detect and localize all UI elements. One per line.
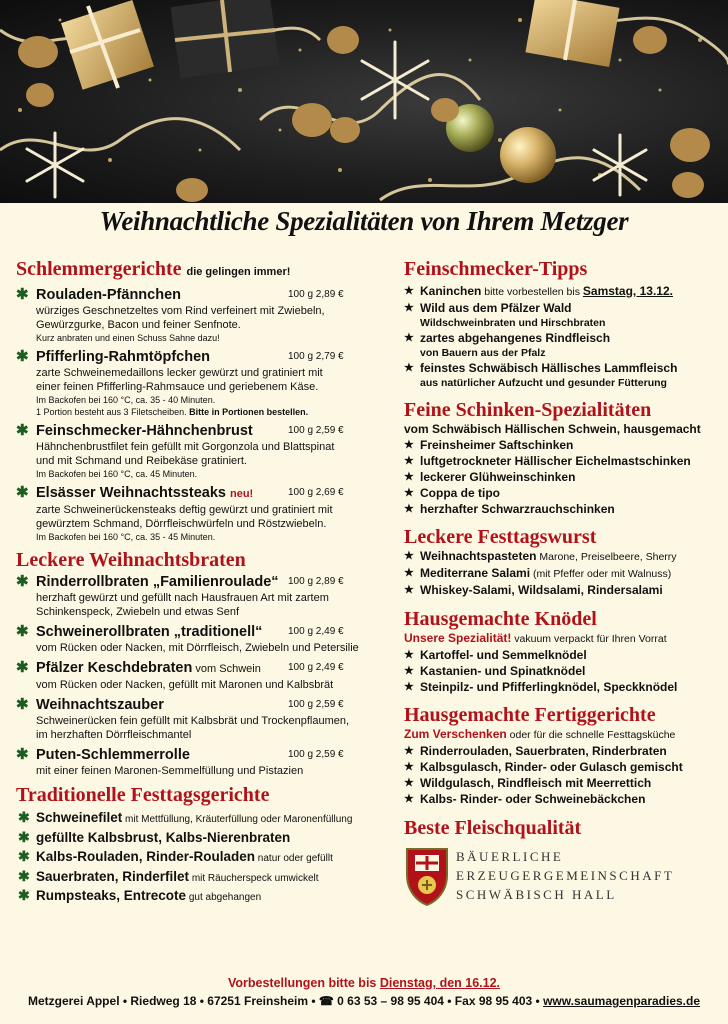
item-price: 100 g 2,59 € <box>288 699 344 710</box>
section-subtitle: die gelingen immer! <box>186 266 291 278</box>
star-icon: ★ <box>404 777 414 789</box>
list-item: ✱ Sauerbraten, Rinderfilet mit Räucherspeck umwickelt <box>18 867 319 884</box>
star-icon: ✱ <box>16 422 29 439</box>
logo-text-line: BÄUERLICHE <box>456 849 564 864</box>
list-item: ★ Coppa de tipo <box>404 486 500 500</box>
star-icon: ★ <box>404 503 414 515</box>
item-price: 100 g 2,59 € <box>288 749 344 760</box>
item-desc: herzhaft gewürzt und gefüllt nach Hausfrauen Art mit zartem <box>36 592 329 604</box>
list-item: ★ leckerer Glühweinschinken <box>404 470 576 484</box>
christmas-decoration-illustration <box>0 0 728 203</box>
list-item: ★ Weihnachtspasteten Marone, Preiselbeere, Sherry <box>404 549 677 563</box>
list-item: ★ Kartoffel- und Semmelknödel <box>404 648 587 662</box>
telephone-icon: ☎ <box>318 994 334 1008</box>
item-note: 1 Portion besteht aus 3 Filetscheiben. Bitte in Portionen bestellen. <box>36 407 309 417</box>
item-price: 100 g 2,49 € <box>288 662 344 673</box>
item-desc: einer feinen Pfifferling-Rahmsauce und geriebenem Käse. <box>36 381 319 393</box>
item-price: 100 g 2,59 € <box>288 425 344 436</box>
star-icon: ★ <box>404 567 414 579</box>
list-item: ✱ Kalbs-Rouladen, Rinder-Rouladen natur oder gefüllt <box>18 848 333 864</box>
header-christmas-photo <box>0 0 728 203</box>
item-desc: vom Rücken oder Nacken, mit Dörrfleisch, Zwiebeln und Petersilie <box>36 642 359 654</box>
list-item: ★ Whiskey-Salami, Wildsalami, Rindersalami <box>404 583 663 597</box>
star-icon: ★ <box>404 649 414 661</box>
star-icon: ★ <box>404 665 414 677</box>
item-name: Elsässer Weihnachtssteaks neu! <box>36 485 254 501</box>
list-item: ★ herzhafter Schwarzrauchschinken <box>404 502 615 516</box>
star-icon: ★ <box>404 455 414 467</box>
star-icon: ✱ <box>18 867 30 884</box>
list-item: ★ Kaninchen bitte vorbestellen bis Samstag, 13.12. <box>404 284 673 298</box>
star-icon: ★ <box>404 584 414 596</box>
star-icon: ✱ <box>16 659 29 676</box>
item-desc: Hähnchenbrustfilet fein gefüllt mit Gorgonzola und Blattspinat <box>36 441 335 453</box>
star-icon: ✱ <box>16 746 29 763</box>
menu-item <box>16 286 394 344</box>
item-note: Im Backofen bei 160 °C, ca. 35 - 45 Minuten. <box>36 532 216 542</box>
section-quality-title: Beste Fleischqualität <box>404 817 582 839</box>
star-icon: ★ <box>404 550 414 562</box>
list-item: ★ Kalbsgulasch, Rinder- oder Gulasch gemischt <box>404 760 683 774</box>
item-desc: würziges Geschnetzeltes vom Rind verfeinert mit Zwiebeln, <box>36 305 325 317</box>
logo-text-line: ERZEUGERGEMEINSCHAFT <box>456 868 675 883</box>
menu-item <box>16 422 394 480</box>
traditionell-list <box>16 809 394 907</box>
star-icon: ✱ <box>18 828 30 845</box>
list-item: ★ Freinsheimer Saftschinken <box>404 438 574 452</box>
section-braten-title: Leckere Weihnachtsbraten <box>16 549 246 571</box>
menu-item <box>16 573 394 619</box>
item-desc: im herzhaften Dörrfleischmantel <box>36 729 192 741</box>
gold-bauble <box>500 127 556 183</box>
crest-icon <box>404 845 450 907</box>
star-icon: ✱ <box>18 848 30 864</box>
item-desc: Schinkenspeck, Zwiebeln und etwas Senf <box>36 606 240 618</box>
menu-item <box>16 348 394 418</box>
menu-item <box>16 746 394 778</box>
section-schlemmer-title: Schlemmergerichte die gelingen immer! <box>16 258 291 280</box>
menu-item <box>16 484 394 543</box>
list-item: ★ Mediterrane Salami (mit Pfeffer oder mit Walnuss) <box>404 566 672 580</box>
item-note: Im Backofen bei 160 °C, ca. 45 Minuten. <box>36 469 198 479</box>
gift-box-dark <box>170 0 279 79</box>
new-badge: neu! <box>229 488 254 500</box>
star-icon: ★ <box>404 793 414 805</box>
item-note: Kurz anbraten und einen Schuss Sahne dazu! <box>36 333 220 343</box>
left-column <box>16 258 394 907</box>
list-item: ★ Wild aus dem Pfälzer Wald Wildschweinbraten und Hirschbraten <box>404 301 606 329</box>
section-intro: Zum Verschenken oder für die schnelle Festtagsküche <box>404 727 676 741</box>
logo-text-line: SCHWÄBISCH HALL <box>456 887 617 902</box>
producer-logo <box>404 845 716 911</box>
item-desc: gewürztem Schmand, Dörrfleischwürfeln und Röstzwiebeln. <box>36 518 327 530</box>
item-desc: zarte Schweinerückensteaks deftig gewürzt und gratiniert mit <box>36 504 333 516</box>
list-item: ★ Kastanien- und Spinatknödel <box>404 664 586 678</box>
menu-item <box>16 696 394 742</box>
section-traditionell-title: Traditionelle Festtagsgerichte <box>16 784 270 806</box>
item-name: Puten-Schlemmerrolle <box>36 747 190 763</box>
item-name: Weihnachtszauber <box>36 697 164 713</box>
star-icon: ✱ <box>18 809 30 825</box>
item-desc: vom Rücken oder Nacken, gefüllt mit Maronen und Kalbsbrät <box>36 679 334 691</box>
star-icon: ✱ <box>16 696 29 713</box>
item-name: Feinschmecker-Hähnchenbrust <box>36 423 253 439</box>
tipps-list <box>404 283 716 390</box>
list-item: ★ Wildgulasch, Rindfleisch mit Meerrettich <box>404 776 652 790</box>
item-name: Pfälzer Keschdebraten vom Schwein <box>36 660 261 676</box>
star-icon: ★ <box>404 439 414 451</box>
list-item: ✱ gefüllte Kalbsbrust, Kalbs-Nierenbraten <box>18 828 291 845</box>
star-icon: ✱ <box>16 286 29 303</box>
star-icon: ★ <box>404 362 414 374</box>
list-item: ★ Rinderrouladen, Sauerbraten, Rinderbraten <box>404 744 667 758</box>
item-price: 100 g 2,79 € <box>288 351 344 362</box>
list-item: ★ luftgetrockneter Hällischer Eichelmastschinken <box>404 454 691 468</box>
section-intro: Unsere Spezialität! vakuum verpackt für Ihren Vorrat <box>404 631 667 645</box>
gift-box-right <box>525 0 619 67</box>
item-price: 100 g 2,69 € <box>288 487 344 498</box>
item-desc: mit einer feinen Maronen-Semmelfüllung und Pistazien <box>36 765 304 777</box>
item-desc: Schweinerücken fein gefüllt mit Kalbsbrät und Trockenpflaumen, <box>36 715 350 727</box>
item-desc: zarte Schweinemedaillons lecker gewürzt und gratiniert mit <box>36 367 323 379</box>
star-icon: ★ <box>404 745 414 757</box>
item-name: Schweinerollbraten „traditionell“ <box>36 624 263 640</box>
star-icon: ✱ <box>16 623 29 640</box>
gift-box-left <box>61 0 154 90</box>
list-item: ★ Kalbs- Rinder- oder Schweinebäckchen <box>404 792 646 806</box>
item-desc: und mit Schmand und Reibekäse gratiniert. <box>36 455 247 467</box>
menu-item <box>16 659 394 692</box>
star-icon: ★ <box>404 302 414 314</box>
item-price: 100 g 2,89 € <box>288 289 344 300</box>
section-intro: vom Schwäbisch Hällischen Schwein, hausgemacht <box>404 422 701 436</box>
right-column <box>404 258 716 911</box>
list-item: ★ Steinpilz- und Pfifferlingknödel, Speckknödel <box>404 680 678 694</box>
star-icon: ★ <box>404 285 414 297</box>
list-item: ★ zartes abgehangenes Rindfleisch von Bauern aus der Pfalz <box>404 331 611 359</box>
item-desc: Gewürzgurke, Bacon und feiner Senfnote. <box>36 319 241 331</box>
item-price: 100 g 2,49 € <box>288 626 344 637</box>
section-fertig-title: Hausgemachte Fertiggerichte <box>404 704 656 726</box>
star-icon: ★ <box>404 761 414 773</box>
list-item: ★ feinstes Schwäbisch Hällisches Lammfleisch aus natürlicher Aufzucht und gesunder Fütterung <box>404 361 678 389</box>
star-icon: ✱ <box>16 484 29 501</box>
section-schinken-title: Feine Schinken-Spezialitäten <box>404 399 652 421</box>
item-note: Im Backofen bei 160 °C, ca. 35 - 40 Minuten. <box>36 395 216 405</box>
star-icon: ✱ <box>16 573 29 590</box>
website-link[interactable]: www.saumagenparadies.de <box>543 994 701 1008</box>
menu-item <box>16 623 394 655</box>
star-icon: ★ <box>404 332 414 344</box>
contact-line: Metzgerei Appel • Riedweg 18 • 67251 Freinsheim • ☎ 0 63 53 – 98 95 404 • Fax 98 95 403 • www.saumagenparadies.de <box>27 994 701 1008</box>
star-icon: ★ <box>404 471 414 483</box>
item-name: Pfifferling-Rahmtöpfchen <box>36 349 210 365</box>
list-item: ✱ Rumpsteaks, Entrecote gut abgehangen <box>18 887 262 903</box>
list-item: ✱ Schweinefilet mit Mettfüllung, Kräuterfüllung oder Maronenfüllung <box>18 809 353 825</box>
item-name: Rinderrollbraten „Familienroulade“ <box>36 574 279 590</box>
section-wurst-title: Leckere Festtagswurst <box>404 526 597 548</box>
item-price: 100 g 2,89 € <box>288 576 344 587</box>
star-icon: ★ <box>404 681 414 693</box>
star-icon: ✱ <box>16 348 29 365</box>
page-title: Weihnachtliche Spezialitäten von Ihrem Metzger <box>99 206 629 236</box>
section-tipps-title: Feinschmecker-Tipps <box>404 258 588 280</box>
star-icon: ★ <box>404 487 414 499</box>
item-name: Rouladen-Pfännchen <box>36 287 182 303</box>
order-deadline: Vorbestellungen bitte bis Dienstag, den 16.12. <box>227 976 501 990</box>
section-knoedel-title: Hausgemachte Knödel <box>404 608 597 630</box>
star-icon: ✱ <box>18 887 30 903</box>
